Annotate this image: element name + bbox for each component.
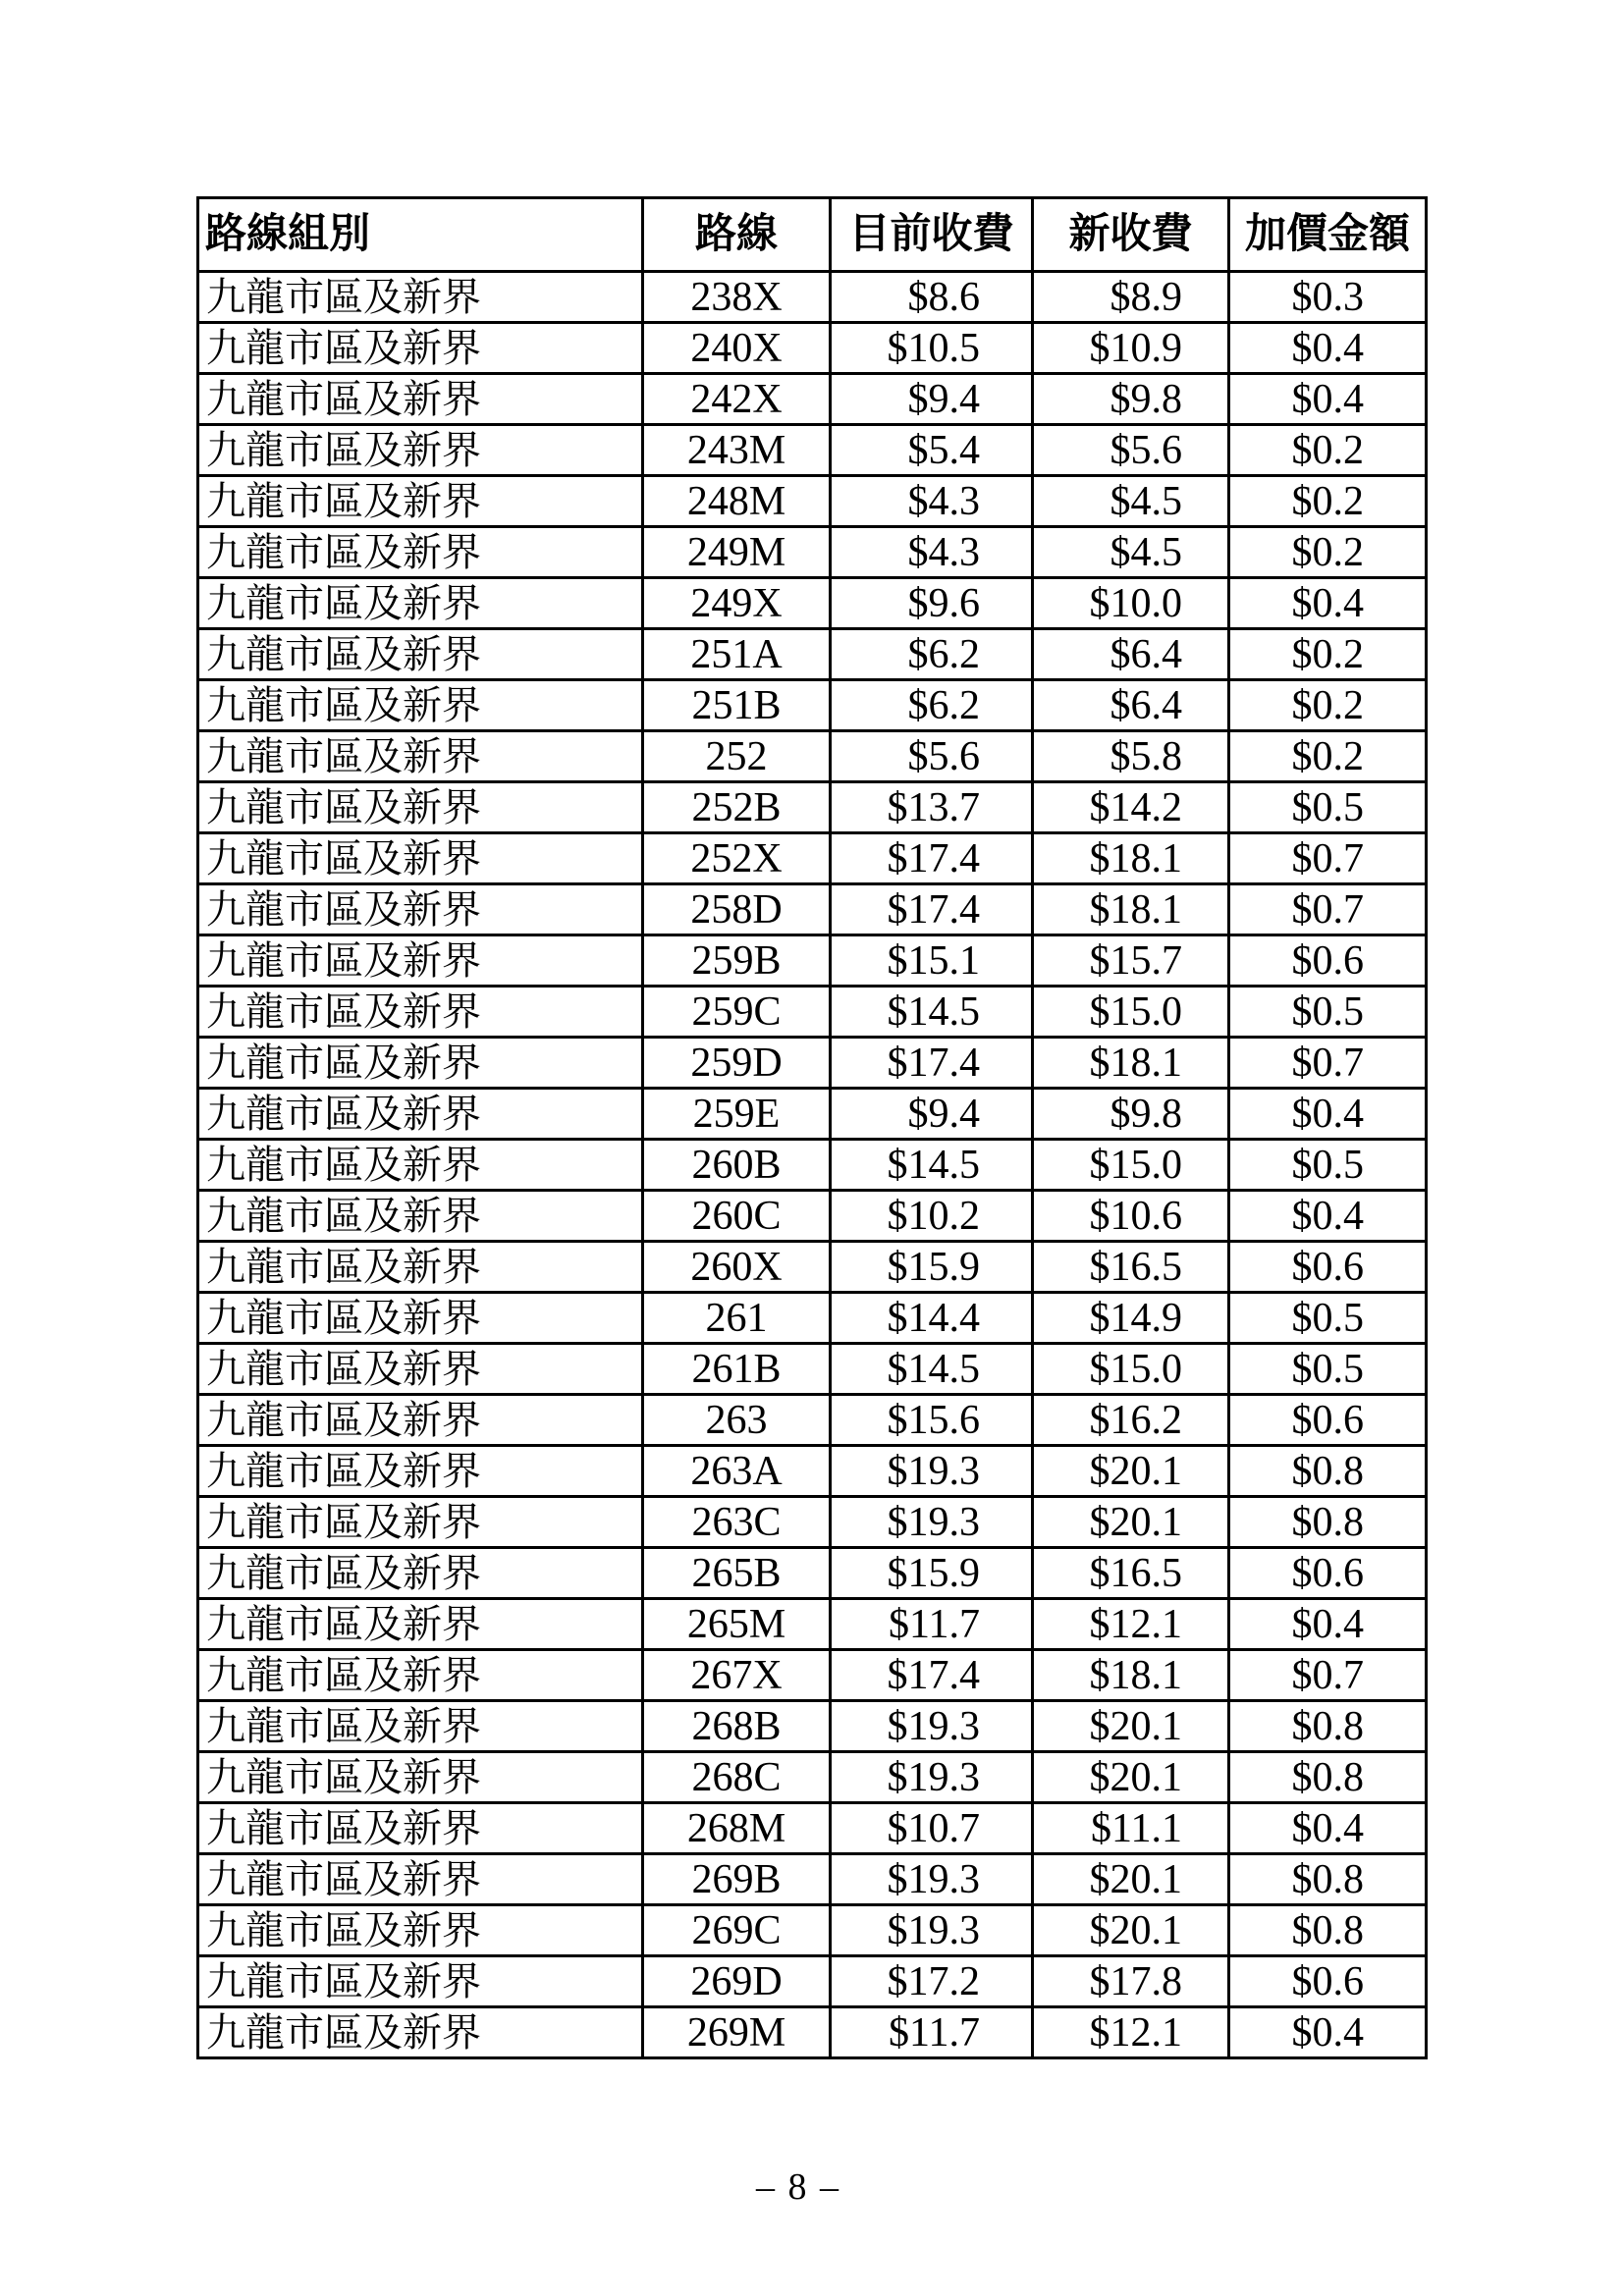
cell-increase-amount: $0.2: [1229, 680, 1427, 731]
cell-route-group: 九龍市區及新界: [198, 1293, 643, 1344]
col-header-new-fare: 新收費: [1033, 198, 1229, 272]
cell-route: 249X: [643, 578, 831, 629]
cell-current-fare: $17.4: [831, 884, 1033, 935]
cell-route: 261B: [643, 1344, 831, 1395]
cell-current-fare: $15.6: [831, 1395, 1033, 1446]
cell-current-fare: $15.9: [831, 1548, 1033, 1599]
cell-route-group: 九龍市區及新界: [198, 987, 643, 1038]
table-row: [198, 935, 1427, 987]
cell-increase-amount: $0.4: [1229, 578, 1427, 629]
cell-route: 261: [643, 1293, 831, 1344]
cell-route: 251B: [643, 680, 831, 731]
table-row: [198, 1752, 1427, 1803]
cell-route: 251A: [643, 629, 831, 680]
cell-current-fare: $11.7: [831, 1599, 1033, 1650]
cell-route: 265M: [643, 1599, 831, 1650]
cell-route-group: 九龍市區及新界: [198, 1701, 643, 1752]
cell-route: 269B: [643, 1854, 831, 1905]
cell-route-group: 九龍市區及新界: [198, 578, 643, 629]
cell-route-group: 九龍市區及新界: [198, 884, 643, 935]
cell-new-fare: $18.1: [1033, 884, 1229, 935]
cell-route: 263A: [643, 1446, 831, 1497]
cell-route: 248M: [643, 476, 831, 527]
cell-increase-amount: $0.4: [1229, 1599, 1427, 1650]
cell-new-fare: $16.5: [1033, 1548, 1229, 1599]
cell-route-group: 九龍市區及新界: [198, 2007, 643, 2058]
cell-current-fare: $6.2: [831, 680, 1033, 731]
cell-route: 260X: [643, 1242, 831, 1293]
cell-route-group: 九龍市區及新界: [198, 731, 643, 782]
cell-increase-amount: $0.7: [1229, 1650, 1427, 1701]
cell-increase-amount: $0.7: [1229, 884, 1427, 935]
cell-route: 260C: [643, 1191, 831, 1242]
cell-route: 269C: [643, 1905, 831, 1956]
cell-current-fare: $11.7: [831, 2007, 1033, 2058]
cell-increase-amount: $0.4: [1229, 323, 1427, 374]
cell-new-fare: $17.8: [1033, 1956, 1229, 2007]
cell-route-group: 九龍市區及新界: [198, 782, 643, 833]
table-row: [198, 1140, 1427, 1191]
cell-increase-amount: $0.6: [1229, 935, 1427, 987]
cell-route: 238X: [643, 272, 831, 323]
cell-increase-amount: $0.5: [1229, 987, 1427, 1038]
cell-new-fare: $15.0: [1033, 1140, 1229, 1191]
cell-route: 259B: [643, 935, 831, 987]
cell-current-fare: $4.3: [831, 476, 1033, 527]
cell-route: 267X: [643, 1650, 831, 1701]
cell-current-fare: $19.3: [831, 1497, 1033, 1548]
cell-new-fare: $20.1: [1033, 1446, 1229, 1497]
cell-new-fare: $14.9: [1033, 1293, 1229, 1344]
page-number: – 8 –: [756, 2166, 840, 2208]
cell-increase-amount: $0.7: [1229, 1038, 1427, 1089]
cell-new-fare: $20.1: [1033, 1905, 1229, 1956]
cell-route-group: 九龍市區及新界: [198, 1089, 643, 1140]
cell-current-fare: $15.9: [831, 1242, 1033, 1293]
cell-increase-amount: $0.5: [1229, 782, 1427, 833]
cell-current-fare: $4.3: [831, 527, 1033, 578]
cell-current-fare: $15.1: [831, 935, 1033, 987]
cell-route-group: 九龍市區及新界: [198, 1140, 643, 1191]
cell-increase-amount: $0.6: [1229, 1956, 1427, 2007]
cell-new-fare: $8.9: [1033, 272, 1229, 323]
cell-route-group: 九龍市區及新界: [198, 272, 643, 323]
cell-new-fare: $5.8: [1033, 731, 1229, 782]
cell-route: 265B: [643, 1548, 831, 1599]
cell-current-fare: $19.3: [831, 1905, 1033, 1956]
cell-route-group: 九龍市區及新界: [198, 1803, 643, 1854]
cell-route: 252X: [643, 833, 831, 884]
table-row: [198, 1956, 1427, 2007]
cell-increase-amount: $0.5: [1229, 1344, 1427, 1395]
cell-new-fare: $15.0: [1033, 987, 1229, 1038]
col-header-increase-amount: 加價金額: [1229, 198, 1427, 272]
cell-increase-amount: $0.2: [1229, 629, 1427, 680]
cell-increase-amount: $0.5: [1229, 1293, 1427, 1344]
table-row: [198, 884, 1427, 935]
table-row: [198, 680, 1427, 731]
cell-route: 268M: [643, 1803, 831, 1854]
cell-route: 263C: [643, 1497, 831, 1548]
table-row: [198, 1089, 1427, 1140]
cell-increase-amount: $0.4: [1229, 1803, 1427, 1854]
cell-route: 259E: [643, 1089, 831, 1140]
cell-new-fare: $9.8: [1033, 1089, 1229, 1140]
cell-current-fare: $14.5: [831, 1140, 1033, 1191]
cell-route-group: 九龍市區及新界: [198, 1446, 643, 1497]
cell-route-group: 九龍市區及新界: [198, 1191, 643, 1242]
cell-route-group: 九龍市區及新界: [198, 425, 643, 476]
cell-increase-amount: $0.8: [1229, 1701, 1427, 1752]
cell-new-fare: $20.1: [1033, 1752, 1229, 1803]
cell-increase-amount: $0.2: [1229, 527, 1427, 578]
cell-new-fare: $15.0: [1033, 1344, 1229, 1395]
table-row: [198, 476, 1427, 527]
cell-current-fare: $17.4: [831, 833, 1033, 884]
table-row: [198, 578, 1427, 629]
cell-current-fare: $9.4: [831, 374, 1033, 425]
cell-new-fare: $20.1: [1033, 1701, 1229, 1752]
cell-current-fare: $9.4: [831, 1089, 1033, 1140]
cell-route-group: 九龍市區及新界: [198, 1752, 643, 1803]
cell-route-group: 九龍市區及新界: [198, 629, 643, 680]
cell-route: 268B: [643, 1701, 831, 1752]
table-row: [198, 1701, 1427, 1752]
table-row: [198, 1650, 1427, 1701]
cell-new-fare: $10.6: [1033, 1191, 1229, 1242]
cell-current-fare: $17.4: [831, 1038, 1033, 1089]
cell-increase-amount: $0.2: [1229, 731, 1427, 782]
cell-current-fare: $17.2: [831, 1956, 1033, 2007]
cell-current-fare: $14.5: [831, 1344, 1033, 1395]
cell-new-fare: $18.1: [1033, 833, 1229, 884]
table-row: [198, 1803, 1427, 1854]
cell-route: 259C: [643, 987, 831, 1038]
cell-route-group: 九龍市區及新界: [198, 1038, 643, 1089]
cell-route: 258D: [643, 884, 831, 935]
cell-current-fare: $10.5: [831, 323, 1033, 374]
cell-current-fare: $19.3: [831, 1701, 1033, 1752]
cell-increase-amount: $0.4: [1229, 2007, 1427, 2058]
cell-route-group: 九龍市區及新界: [198, 374, 643, 425]
cell-new-fare: $11.1: [1033, 1803, 1229, 1854]
cell-new-fare: $18.1: [1033, 1038, 1229, 1089]
cell-route: 252: [643, 731, 831, 782]
cell-route-group: 九龍市區及新界: [198, 935, 643, 987]
table-row: [198, 1854, 1427, 1905]
cell-new-fare: $9.8: [1033, 374, 1229, 425]
table-row: [198, 731, 1427, 782]
cell-route: 269D: [643, 1956, 831, 2007]
cell-increase-amount: $0.4: [1229, 1089, 1427, 1140]
cell-route-group: 九龍市區及新界: [198, 1854, 643, 1905]
table-row: [198, 1905, 1427, 1956]
table-row: [198, 1293, 1427, 1344]
cell-new-fare: $16.5: [1033, 1242, 1229, 1293]
cell-route-group: 九龍市區及新界: [198, 1905, 643, 1956]
table-row: [198, 1548, 1427, 1599]
cell-current-fare: $8.6: [831, 272, 1033, 323]
cell-increase-amount: $0.8: [1229, 1854, 1427, 1905]
cell-new-fare: $14.2: [1033, 782, 1229, 833]
cell-route-group: 九龍市區及新界: [198, 1497, 643, 1548]
cell-current-fare: $5.6: [831, 731, 1033, 782]
cell-new-fare: $4.5: [1033, 476, 1229, 527]
cell-increase-amount: $0.8: [1229, 1752, 1427, 1803]
cell-route: 249M: [643, 527, 831, 578]
cell-current-fare: $6.2: [831, 629, 1033, 680]
cell-route: 242X: [643, 374, 831, 425]
cell-current-fare: $5.4: [831, 425, 1033, 476]
header-row: [198, 198, 1427, 272]
table-row: [198, 782, 1427, 833]
cell-current-fare: $14.4: [831, 1293, 1033, 1344]
cell-current-fare: $19.3: [831, 1446, 1033, 1497]
cell-route: 252B: [643, 782, 831, 833]
cell-current-fare: $13.7: [831, 782, 1033, 833]
cell-route: 240X: [643, 323, 831, 374]
cell-increase-amount: $0.8: [1229, 1497, 1427, 1548]
cell-increase-amount: $0.6: [1229, 1548, 1427, 1599]
cell-increase-amount: $0.2: [1229, 425, 1427, 476]
table-row: [198, 527, 1427, 578]
cell-route: 269M: [643, 2007, 831, 2058]
cell-route-group: 九龍市區及新界: [198, 1395, 643, 1446]
cell-increase-amount: $0.2: [1229, 476, 1427, 527]
cell-new-fare: $10.9: [1033, 323, 1229, 374]
cell-increase-amount: $0.7: [1229, 833, 1427, 884]
table-row: [198, 833, 1427, 884]
col-header-route: 路線: [643, 198, 831, 272]
cell-route-group: 九龍市區及新界: [198, 1242, 643, 1293]
table-body: [198, 272, 1427, 2058]
cell-new-fare: $5.6: [1033, 425, 1229, 476]
cell-route: 260B: [643, 1140, 831, 1191]
table-row: [198, 374, 1427, 425]
cell-current-fare: $10.7: [831, 1803, 1033, 1854]
table-row: [198, 425, 1427, 476]
table-row: [198, 1344, 1427, 1395]
cell-new-fare: $6.4: [1033, 680, 1229, 731]
cell-route-group: 九龍市區及新界: [198, 833, 643, 884]
table-row: [198, 1191, 1427, 1242]
table-row: [198, 1242, 1427, 1293]
cell-route: 259D: [643, 1038, 831, 1089]
cell-route: 263: [643, 1395, 831, 1446]
fare-table: [196, 196, 1428, 2059]
cell-route: 243M: [643, 425, 831, 476]
cell-current-fare: $17.4: [831, 1650, 1033, 1701]
cell-increase-amount: $0.6: [1229, 1242, 1427, 1293]
cell-current-fare: $19.3: [831, 1854, 1033, 1905]
table-row: [198, 1038, 1427, 1089]
cell-route-group: 九龍市區及新界: [198, 323, 643, 374]
cell-new-fare: $12.1: [1033, 1599, 1229, 1650]
col-header-route-group: 路線組別: [198, 198, 643, 272]
cell-new-fare: $20.1: [1033, 1497, 1229, 1548]
cell-route-group: 九龍市區及新界: [198, 1548, 643, 1599]
table-row: [198, 1446, 1427, 1497]
cell-increase-amount: $0.8: [1229, 1905, 1427, 1956]
cell-new-fare: $12.1: [1033, 2007, 1229, 2058]
cell-new-fare: $15.7: [1033, 935, 1229, 987]
cell-increase-amount: $0.3: [1229, 272, 1427, 323]
cell-route-group: 九龍市區及新界: [198, 1344, 643, 1395]
cell-route-group: 九龍市區及新界: [198, 1650, 643, 1701]
cell-route-group: 九龍市區及新界: [198, 527, 643, 578]
cell-current-fare: $14.5: [831, 987, 1033, 1038]
table-row: [198, 2007, 1427, 2058]
cell-new-fare: $6.4: [1033, 629, 1229, 680]
cell-current-fare: $10.2: [831, 1191, 1033, 1242]
cell-increase-amount: $0.5: [1229, 1140, 1427, 1191]
table-row: [198, 272, 1427, 323]
cell-increase-amount: $0.4: [1229, 1191, 1427, 1242]
cell-current-fare: $9.6: [831, 578, 1033, 629]
cell-increase-amount: $0.4: [1229, 374, 1427, 425]
cell-current-fare: $19.3: [831, 1752, 1033, 1803]
table-row: [198, 1599, 1427, 1650]
cell-new-fare: $20.1: [1033, 1854, 1229, 1905]
col-header-current-fare: 目前收費: [831, 198, 1033, 272]
table-row: [198, 1395, 1427, 1446]
cell-new-fare: $16.2: [1033, 1395, 1229, 1446]
cell-route-group: 九龍市區及新界: [198, 680, 643, 731]
cell-route-group: 九龍市區及新界: [198, 476, 643, 527]
cell-route-group: 九龍市區及新界: [198, 1956, 643, 2007]
table-row: [198, 629, 1427, 680]
cell-route: 268C: [643, 1752, 831, 1803]
cell-new-fare: $4.5: [1033, 527, 1229, 578]
cell-route-group: 九龍市區及新界: [198, 1599, 643, 1650]
table-row: [198, 1497, 1427, 1548]
cell-new-fare: $10.0: [1033, 578, 1229, 629]
cell-new-fare: $18.1: [1033, 1650, 1229, 1701]
table-row: [198, 323, 1427, 374]
table-row: [198, 987, 1427, 1038]
cell-increase-amount: $0.6: [1229, 1395, 1427, 1446]
cell-increase-amount: $0.8: [1229, 1446, 1427, 1497]
